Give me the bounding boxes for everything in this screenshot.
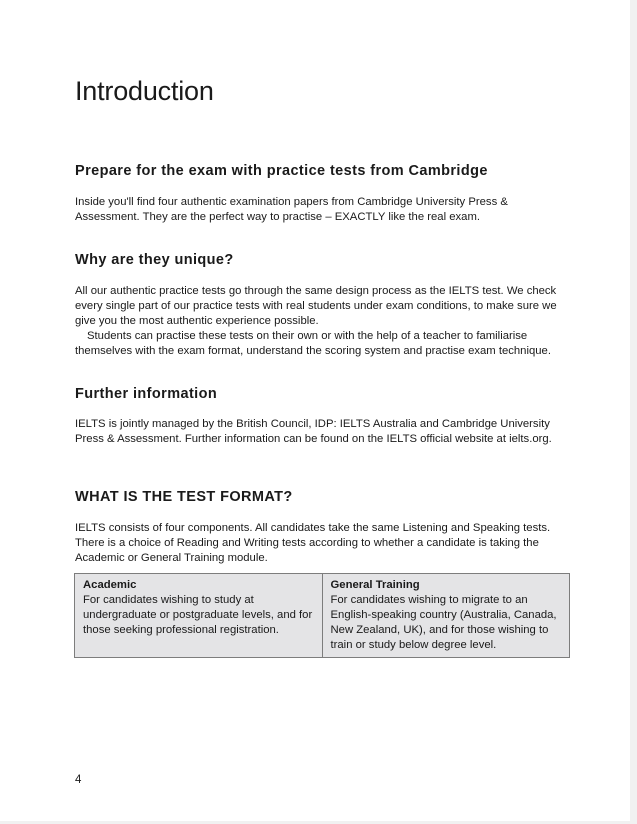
page-edge-right (630, 0, 637, 824)
heading-unique: Why are they unique? (75, 252, 234, 268)
table-row (75, 574, 570, 658)
paragraph-format: IELTS consists of four components. All candidates take the same Listening and Speaking tests. There is a choice of Reading and Writing tests according to whether a candidate is taking the Academic or General Training module. (75, 522, 551, 564)
heading-prepare: Prepare for the exam with practice tests from Cambridge (75, 163, 488, 179)
page-number: 4 (75, 774, 82, 786)
paragraph-prepare: Inside you'll find four authentic examination papers from Cambridge University Press & Assessment. They are the perfect way to practise – EXACTLY like the real exam. (75, 196, 508, 223)
table-cell-general-body: For candidates wishing to migrate to an English-speaking country (Australia, Canada, New Zealand, UK), and for those wishing to train or study below degree level. (330, 594, 557, 651)
paragraph-unique-1: All our authentic practice tests go through the same design process as the IELTS test. We check every single part of our practice tests with real students under exam conditions, to make sure we give you the most authentic experience possible. (75, 285, 557, 327)
table-cell-academic (75, 574, 323, 658)
format-table (74, 573, 570, 658)
paragraph-unique (75, 284, 565, 359)
table-cell-general (322, 574, 570, 658)
table-cell-academic-heading: Academic (83, 579, 137, 591)
paragraph-unique-2: Students can practise these tests on their own or with the help of a teacher to familiarise themselves with the exam format, understand the scoring system and practise exam technique. (75, 330, 551, 357)
paragraph-further: IELTS is jointly managed by the British Council, IDP: IELTS Australia and Cambridge University Press & Assessment. Further information can be found on the IELTS official website at ielts.org. (75, 418, 552, 445)
heading-format: WHAT IS THE TEST FORMAT? (75, 489, 293, 505)
table-cell-general-heading: General Training (330, 579, 420, 591)
page-title: Introduction (75, 76, 214, 106)
heading-further: Further information (75, 386, 218, 402)
table-cell-academic-body: For candidates wishing to study at undergraduate or postgraduate levels, and for those seeking professional registration. (83, 594, 313, 636)
